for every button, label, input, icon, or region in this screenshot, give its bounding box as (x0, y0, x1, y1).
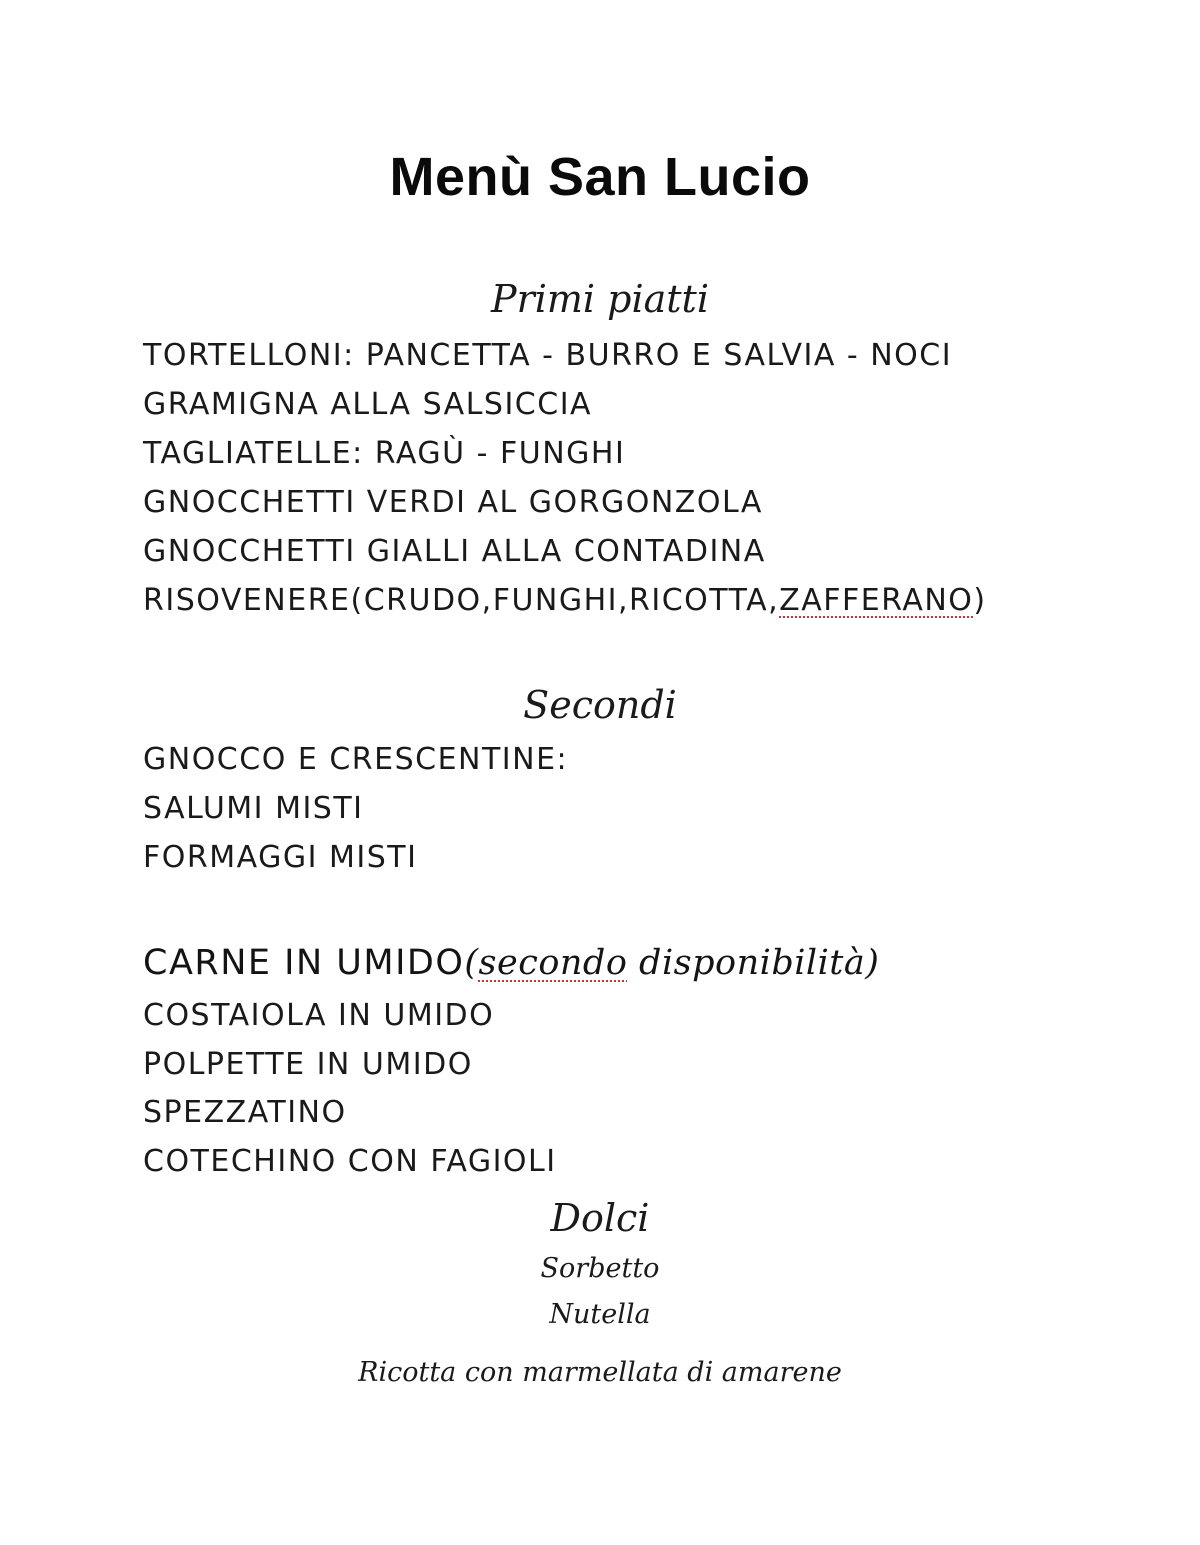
carne-heading-note: disponibilità) (627, 943, 880, 983)
item-text-end: ) (973, 583, 987, 618)
menu-item: GRAMIGNA ALLA SALSICCIA (143, 387, 593, 422)
dessert-item: Nutella (549, 1299, 651, 1330)
section-heading-secondi: Secondi (523, 683, 677, 727)
section-heading-carne (143, 937, 879, 989)
menu-item: SALUMI MISTI (143, 791, 364, 826)
section-heading-dolci: Dolci (550, 1196, 650, 1240)
carne-list (143, 992, 557, 1186)
spellcheck-flagged-word: secondo (478, 943, 628, 983)
carne-heading-paren: ( (464, 943, 479, 983)
menu-item-risovenere (143, 576, 987, 625)
menu-item: COSTAIOLA IN UMIDO (143, 998, 495, 1033)
menu-item: GNOCCHETTI GIALLI ALLA CONTADINA (143, 534, 766, 569)
menu-item: POLPETTE IN UMIDO (143, 1046, 473, 1082)
secondi-list (143, 735, 568, 882)
primi-list (143, 331, 987, 625)
dessert-item: Sorbetto (540, 1253, 660, 1284)
item-text: RISOVENERE(CRUDO,FUNGHI,RICOTTA, (143, 583, 780, 618)
page-title: Menù San Lucio (389, 147, 811, 207)
dessert-item: Ricotta con marmellata di amarene (358, 1357, 842, 1388)
spellcheck-flagged-word: ZAFFERANO (779, 583, 974, 618)
menu-item: GNOCCHETTI VERDI AL GORGONZOLA (143, 485, 763, 520)
section-heading-primi: Primi piatti (491, 277, 709, 321)
menu-item: COTECHINO CON FAGIOLI (143, 1143, 557, 1179)
carne-heading-main: CARNE IN UMIDO (143, 943, 465, 983)
menu-item: TORTELLONI: PANCETTA - BURRO E SALVIA - NOCI (143, 338, 953, 373)
dolci-list (0, 1246, 1200, 1396)
menu-item: TAGLIATELLE: RAGÙ - FUNGHI (143, 436, 626, 471)
menu-item: GNOCCO E CRESCENTINE: (143, 742, 569, 777)
menu-item: SPEZZATINO (143, 1095, 347, 1130)
menu-item: FORMAGGI MISTI (143, 840, 418, 875)
